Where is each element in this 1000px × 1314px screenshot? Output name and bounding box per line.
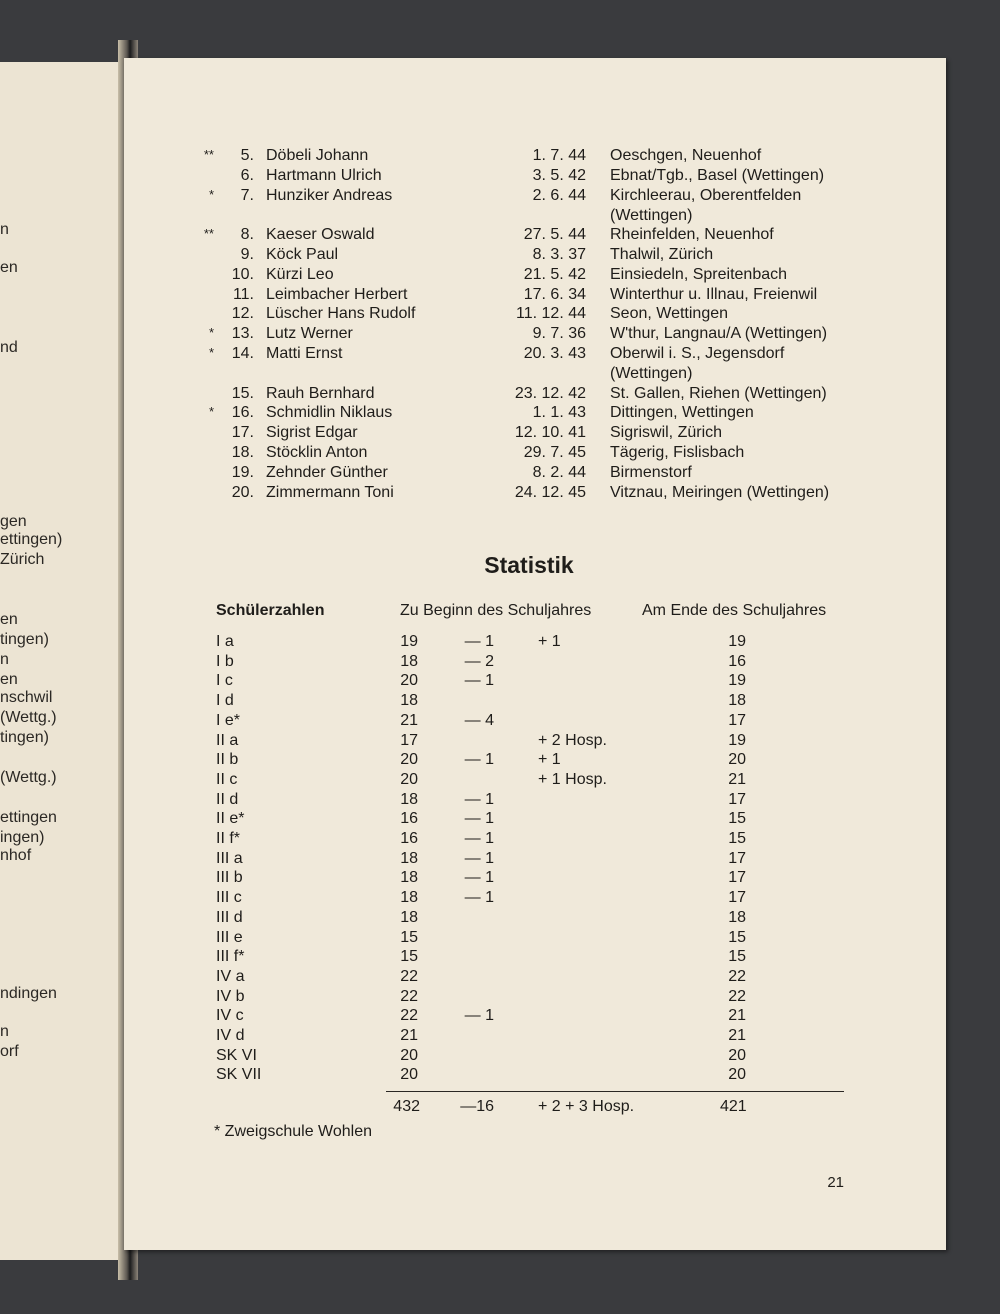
roster-place: Einsiedeln, Spreitenbach xyxy=(610,265,788,283)
left-page-text-fragment: en xyxy=(0,611,18,628)
roster-name: Zehnder Günther xyxy=(266,463,388,481)
roster-place: Seon, Wettingen xyxy=(610,305,729,323)
roster-number: 9. xyxy=(240,246,254,263)
left-page-text-fragment: tingen) xyxy=(0,631,49,648)
arrivals: + 1 xyxy=(538,751,561,769)
left-page-text-fragment: nhof xyxy=(0,847,32,864)
end-count: 15 xyxy=(728,948,746,966)
left-page-text-fragment: nd xyxy=(0,339,18,356)
roster-name: Lutz Werner xyxy=(266,325,353,343)
departures: — 2 xyxy=(464,652,494,670)
departures: — 1 xyxy=(464,790,494,808)
sum-rule xyxy=(386,1091,844,1092)
left-page-text-fragment: ingen) xyxy=(0,829,45,846)
start-count: 21 xyxy=(400,711,418,729)
class-label: I c xyxy=(216,672,233,690)
departures: — 4 xyxy=(464,711,494,729)
roster-name: Hartmann Ulrich xyxy=(266,166,382,184)
roster-number: 18. xyxy=(231,444,254,461)
start-count: 22 xyxy=(400,987,418,1005)
roster-name: Sigrist Edgar xyxy=(266,424,358,442)
roster-number: 15. xyxy=(231,384,254,402)
start-count: 22 xyxy=(400,1007,418,1025)
left-page-text-fragment: gen xyxy=(0,513,27,530)
end-count: 22 xyxy=(728,987,746,1005)
class-label: III f* xyxy=(216,948,245,966)
left-page-text-fragment: n xyxy=(0,1023,9,1040)
roster-number: 5. xyxy=(240,147,254,164)
roster-birthdate: 1. 7. 44 xyxy=(532,147,586,164)
class-label: IV d xyxy=(216,1027,245,1044)
left-page-text-fragment: n xyxy=(0,651,9,668)
start-count: 19 xyxy=(400,633,418,650)
roster-birthdate: 17. 6. 34 xyxy=(523,285,586,303)
roster-birthdate: 20. 3. 43 xyxy=(523,345,586,362)
roster-mark: * xyxy=(208,325,214,341)
class-label: IV b xyxy=(216,987,245,1005)
class-label: IV c xyxy=(216,1007,244,1025)
roster-name: Matti Ernst xyxy=(266,345,343,362)
page-title: Statistik xyxy=(484,552,574,578)
roster-number: 14. xyxy=(231,345,254,362)
roster-name: Kaeser Oswald xyxy=(266,226,375,244)
start-count: 18 xyxy=(400,692,418,710)
departures: — 1 xyxy=(464,1007,494,1025)
roster-name: Schmidlin Niklaus xyxy=(266,404,393,422)
end-count: 17 xyxy=(728,889,746,907)
roster-number: 13. xyxy=(231,325,254,343)
class-label: IV a xyxy=(216,967,245,985)
roster-mark: * xyxy=(208,404,214,420)
total-start: 432 xyxy=(393,1098,420,1115)
left-page-text-fragment: en xyxy=(0,259,18,276)
start-count: 18 xyxy=(400,869,418,887)
total-plus: + 2 + 3 Hosp. xyxy=(538,1098,635,1115)
end-count: 15 xyxy=(728,830,746,847)
roster-mark: * xyxy=(208,186,214,202)
header-start: Zu Beginn des Schuljahres xyxy=(400,602,592,619)
departures: — 1 xyxy=(464,751,494,769)
end-count: 19 xyxy=(728,672,746,690)
end-count: 21 xyxy=(728,770,746,788)
roster-place: Oberwil i. S., Jegensdorf xyxy=(610,345,785,362)
header-classes: Schülerzahlen xyxy=(216,602,325,619)
end-count: 17 xyxy=(728,849,746,867)
left-page-text-fragment: ettingen xyxy=(0,809,57,826)
class-label: III a xyxy=(216,849,243,867)
start-count: 18 xyxy=(400,652,418,670)
start-count: 18 xyxy=(400,790,418,808)
class-label: I b xyxy=(216,652,234,670)
total-minus: —16 xyxy=(460,1098,494,1115)
roster-number: 8. xyxy=(240,226,254,244)
start-count: 18 xyxy=(400,908,418,926)
left-page-text-fragment: en xyxy=(0,671,18,688)
header-end: Am Ende des Schuljahres xyxy=(642,602,827,619)
roster-place: St. Gallen, Riehen (Wettingen) xyxy=(610,384,827,402)
end-count: 20 xyxy=(728,751,746,769)
departures: — 1 xyxy=(464,672,494,690)
roster-birthdate: 11. 12. 44 xyxy=(516,305,586,323)
end-count: 20 xyxy=(728,1066,746,1084)
roster-name: Döbeli Johann xyxy=(266,147,369,164)
roster-number: 12. xyxy=(231,305,254,323)
class-label: II b xyxy=(216,751,239,769)
left-page-text-fragment: (Wettg.) xyxy=(0,769,57,786)
arrivals: + 2 Hosp. xyxy=(538,731,607,749)
roster-mark: ** xyxy=(203,147,214,162)
start-count: 20 xyxy=(400,770,418,788)
arrivals: + 1 Hosp. xyxy=(538,770,607,788)
right-page xyxy=(124,58,946,1250)
roster-birthdate: 12. 10. 41 xyxy=(514,424,586,442)
end-count: 19 xyxy=(728,731,746,749)
roster-birthdate: 27. 5. 44 xyxy=(523,226,586,244)
total-end: 421 xyxy=(720,1098,747,1115)
start-count: 15 xyxy=(400,928,418,946)
roster-mark: * xyxy=(208,345,214,360)
class-label: SK VII xyxy=(216,1066,262,1084)
start-count: 17 xyxy=(400,731,418,749)
end-count: 19 xyxy=(728,633,746,650)
class-label: III d xyxy=(216,908,243,926)
end-count: 17 xyxy=(728,869,746,887)
roster-birthdate: 23. 12. 42 xyxy=(514,384,586,402)
arrivals: + 1 xyxy=(538,633,561,650)
class-label: II e* xyxy=(216,810,245,828)
left-page-text-fragment: Zürich xyxy=(0,551,45,568)
class-label: I a xyxy=(216,633,234,650)
roster-name: Zimmermann Toni xyxy=(266,483,394,501)
start-count: 20 xyxy=(400,672,418,690)
end-count: 15 xyxy=(728,928,746,946)
roster-place-continued: (Wettingen) xyxy=(610,365,693,382)
class-label: I d xyxy=(216,692,234,710)
roster-place: Rheinfelden, Neuenhof xyxy=(610,226,774,244)
roster-number: 7. xyxy=(240,186,254,204)
departures: — 1 xyxy=(464,830,494,847)
start-count: 21 xyxy=(400,1027,418,1044)
left-page-text-fragment: ndingen xyxy=(0,985,57,1002)
end-count: 16 xyxy=(728,652,746,670)
page-number: 21 xyxy=(827,1174,844,1191)
left-page-text-fragment: n xyxy=(0,221,9,238)
end-count: 15 xyxy=(728,810,746,828)
left-page-text-fragment: ettingen) xyxy=(0,531,63,548)
left-page-text-fragment: (Wettg.) xyxy=(0,709,57,726)
roster-name: Köck Paul xyxy=(266,246,339,263)
roster-number: 11. xyxy=(232,285,254,303)
roster-place: Kirchleerau, Oberentfelden xyxy=(610,186,802,204)
start-count: 20 xyxy=(400,751,418,769)
roster-number: 16. xyxy=(231,404,254,422)
start-count: 20 xyxy=(400,1046,418,1064)
roster-number: 19. xyxy=(231,463,254,481)
end-count: 17 xyxy=(728,790,746,808)
roster-birthdate: 29. 7. 45 xyxy=(523,444,586,461)
class-label: II c xyxy=(216,770,238,788)
class-label: II f* xyxy=(216,830,241,847)
departures: — 1 xyxy=(464,810,494,828)
roster-place: W'thur, Langnau/A (Wettingen) xyxy=(610,325,828,343)
end-count: 21 xyxy=(728,1007,746,1025)
class-label: II a xyxy=(216,731,239,749)
roster-number: 20. xyxy=(231,483,254,501)
class-label: SK VI xyxy=(216,1046,257,1064)
departures: — 1 xyxy=(464,869,494,887)
end-count: 18 xyxy=(728,692,746,710)
roster-number: 6. xyxy=(240,166,254,184)
roster-birthdate: 9. 7. 36 xyxy=(532,325,586,343)
roster-place: Ebnat/Tgb., Basel (Wettingen) xyxy=(610,166,825,184)
roster-birthdate: 21. 5. 42 xyxy=(523,265,586,283)
left-page-text-fragment: orf xyxy=(0,1043,19,1060)
end-count: 21 xyxy=(728,1027,746,1044)
roster-birthdate: 8. 2. 44 xyxy=(532,463,586,481)
roster-name: Stöcklin Anton xyxy=(266,444,368,461)
roster-birthdate: 3. 5. 42 xyxy=(532,166,586,184)
roster-place: Vitznau, Meiringen (Wettingen) xyxy=(610,483,830,501)
roster-place-continued: (Wettingen) xyxy=(610,206,693,224)
class-label: III c xyxy=(216,889,242,907)
roster-birthdate: 1. 1. 43 xyxy=(532,404,586,422)
roster-place: Sigriswil, Zürich xyxy=(610,424,723,442)
left-page-text-fragment: nschwil xyxy=(0,689,53,706)
roster-name: Rauh Bernhard xyxy=(266,384,375,402)
roster-number: 10. xyxy=(231,265,254,283)
start-count: 20 xyxy=(400,1066,418,1084)
roster-place: Thalwil, Zürich xyxy=(610,246,714,263)
departures: — 1 xyxy=(464,849,494,867)
departures: — 1 xyxy=(464,889,494,907)
roster-place: Birmenstorf xyxy=(610,463,692,481)
roster-name: Hunziker Andreas xyxy=(266,186,393,204)
roster-name: Leimbacher Herbert xyxy=(266,285,408,303)
start-count: 15 xyxy=(400,948,418,966)
start-count: 18 xyxy=(400,849,418,867)
start-count: 18 xyxy=(400,889,418,907)
end-count: 17 xyxy=(728,711,746,729)
roster-birthdate: 8. 3. 37 xyxy=(532,246,586,263)
left-page xyxy=(0,62,128,1260)
class-label: I e* xyxy=(216,711,241,729)
roster-place: Oeschgen, Neuenhof xyxy=(610,147,762,164)
end-count: 18 xyxy=(728,908,746,926)
roster-place: Tägerig, Fislisbach xyxy=(610,444,745,461)
roster-birthdate: 24. 12. 45 xyxy=(514,483,586,501)
start-count: 16 xyxy=(400,830,418,847)
roster-place: Dittingen, Wettingen xyxy=(610,404,754,422)
end-count: 22 xyxy=(728,967,746,985)
roster-place: Winterthur u. Illnau, Freienwil xyxy=(610,285,818,303)
roster-number: 17. xyxy=(231,424,254,442)
class-label: III b xyxy=(216,869,243,887)
roster-mark: ** xyxy=(203,226,214,242)
end-count: 20 xyxy=(728,1046,746,1064)
start-count: 16 xyxy=(400,810,418,828)
class-label: III e xyxy=(216,928,243,946)
roster-name: Kürzi Leo xyxy=(266,265,334,283)
start-count: 22 xyxy=(400,967,418,985)
roster-birthdate: 2. 6. 44 xyxy=(532,186,586,204)
class-label: II d xyxy=(216,790,239,808)
roster-name: Lüscher Hans Rudolf xyxy=(266,305,416,323)
departures: — 1 xyxy=(464,633,494,650)
footnote: * Zweigschule Wohlen xyxy=(214,1123,373,1140)
left-page-text-fragment: tingen) xyxy=(0,729,49,746)
